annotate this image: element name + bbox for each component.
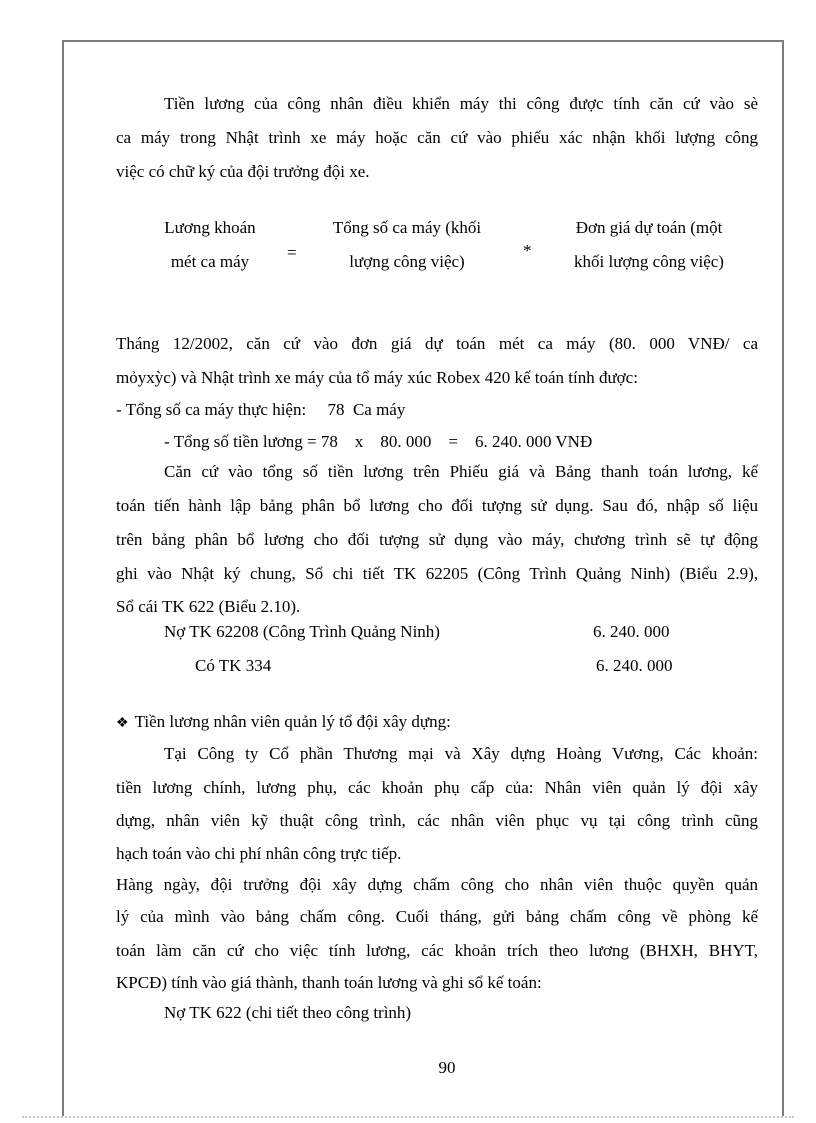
text-line: tiền lương chính, lương phụ, các khoản phụ cấp của: Nhân viên quản lý đội xây — [116, 778, 758, 797]
text-line: mỏyxỳc) và Nhật trình xe máy của tổ máy xúc Robex 420 kế toán tính được: — [116, 368, 638, 387]
formula-text: mét ca máy — [170, 252, 250, 271]
formula-text: Lương khoán — [164, 218, 256, 237]
multiply-sign: * — [523, 241, 532, 260]
credit-entry-amount: 6. 240. 000 — [596, 656, 673, 675]
text-line: - Tổng số tiền lương = 78 x 80. 000 = 6. 240. 000 VNĐ — [164, 432, 593, 451]
text-line: Sổ cái TK 622 (Biểu 2.10). — [116, 597, 301, 616]
credit-entry-label: Có TK 334 — [195, 656, 272, 675]
formula-text: khối lượng công việc) — [574, 252, 724, 271]
text-line: ca máy trong Nhật trình xe máy hoặc căn cứ vào phiếu xác nhận khối lượng công — [116, 128, 758, 147]
debit-entry-label: Nợ TK 62208 (Công Trình Quảng Ninh) — [164, 622, 440, 641]
final-entry: Nợ TK 622 (chi tiết theo công trình) — [164, 1003, 412, 1022]
text-line: KPCĐ) tính vào giá thành, thanh toán lương và ghi sổ kế toán: — [116, 973, 542, 992]
text-line: toán làm căn cứ cho việc tính lương, các khoản trích theo lương (BHXH, BHYT, — [116, 941, 758, 960]
text-line: việc có chữ ký của đội trưởng đội xe. — [116, 162, 370, 181]
text-line: trên bảng phân bổ lương cho đối tượng sử dụng vào máy, chương trình sẽ tự động — [116, 530, 758, 549]
bottom-dotted-rule — [22, 1116, 794, 1118]
formula-left-term — [140, 211, 280, 279]
section-heading — [116, 712, 451, 732]
text-line: Hàng ngày, đội trưởng đội xây dựng chấm công cho nhân viên thuộc quyền quản — [116, 875, 758, 894]
formula-right-term — [553, 211, 745, 279]
text-line: toán tiến hành lập bảng phân bổ lương cho đối tượng sử dụng. Sau đó, nhập số liệu — [116, 496, 758, 515]
formula-text: Đơn giá dự toán (một — [575, 218, 723, 237]
text-line: lý của mình vào bảng chấm công. Cuối tháng, gửi bảng chấm công về phòng kế — [116, 907, 758, 926]
text-line: - Tổng số ca máy thực hiện: 78 Ca máy — [116, 400, 406, 419]
equals-sign: = — [287, 243, 297, 262]
text-line: hạch toán vào chi phí nhân công trực tiếp. — [116, 844, 402, 863]
formula-text: Tổng số ca máy (khối — [332, 218, 482, 237]
text-line: dựng, nhân viên kỹ thuật công trình, các nhân viên phục vụ tại công trình cũng — [116, 811, 758, 830]
formula-text: lượng công việc) — [349, 252, 465, 271]
text-line: Tại Công ty Cổ phần Thương mại và Xây dựng Hoàng Vương, Các khoản: — [164, 744, 758, 763]
text-line: ghi vào Nhật ký chung, Sổ chi tiết TK 62205 (Công Trình Quảng Ninh) (Biểu 2.9), — [116, 564, 758, 583]
page-number: 90 — [438, 1058, 456, 1077]
debit-entry-amount: 6. 240. 000 — [593, 622, 670, 641]
text-line: Tiền lương của công nhân điều khiển máy thi công được tính căn cứ vào sè — [164, 94, 758, 113]
formula-middle-term — [312, 211, 502, 279]
diamond-bullet-icon: ❖ — [116, 716, 129, 731]
text-line: Tháng 12/2002, căn cứ vào đơn giá dự toán mét ca máy (80. 000 VNĐ/ ca — [116, 334, 758, 353]
text-line: Căn cứ vào tổng số tiền lương trên Phiếu giá và Bảng thanh toán lương, kế — [164, 462, 758, 481]
section-heading-text: Tiền lương nhân viên quản lý tổ đội xây dựng: — [134, 712, 451, 731]
